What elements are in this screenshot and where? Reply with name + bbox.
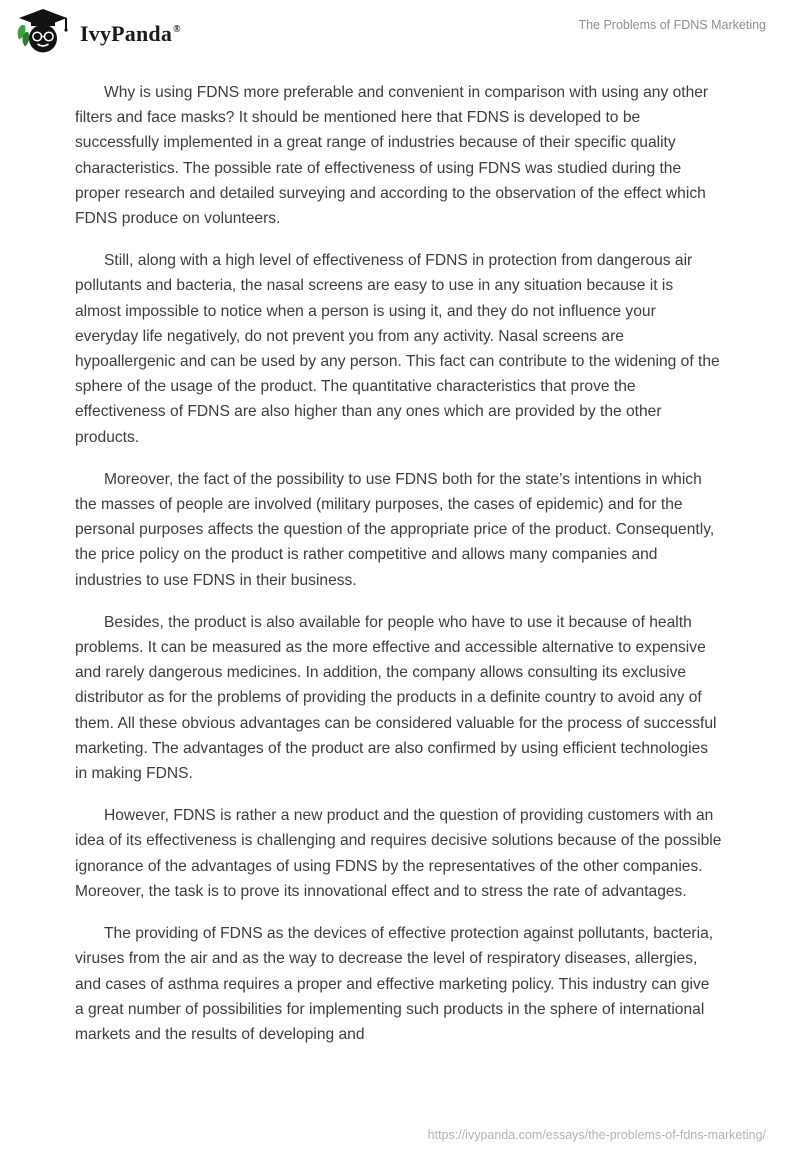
paragraph-2: Still, along with a high level of effectiveness of FDNS in protection from dangerous air pollutants and bacteria, the nasal screens are easy to use in any situation because it is almost impossible to notice when a person is using it, and they do not influence your everyday life negatively, do not prevent you from any activity. Nasal screens are hypoallergenic and can be used by any person. This fact can contribute to the widening of the sphere of the usage of the product. The quantitative characteristics that prove the effectiveness of FDNS are also higher than any ones which are provided by the other products. <box>75 252 720 446</box>
registered-mark: ® <box>173 24 181 36</box>
article-body <box>0 60 800 1047</box>
source-url: https://ivypanda.com/essays/the-problems-of-fdns-marketing/ <box>427 1128 766 1142</box>
paragraph-3: Moreover, the fact of the possibility to use FDNS both for the state’s intentions in which the masses of people are involved (military purposes, the cases of epidemic) and for the personal purposes affects the question of the appropriate price of the product. Consequently, the price policy on the product is rather competitive and allows many companies and industries to use FDNS in their business. <box>75 470 715 589</box>
paragraph-1: Why is using FDNS more preferable and convenient in comparison with using any other filters and face masks? It should be mentioned here that FDNS is developed to be successfully implemented in a great range of industries because of their specific quality characteristics. The possible rate of effectiveness of using FDNS was studied during the proper research and detailed surveying and according to the observation of the effect which FDNS produce on volunteers. <box>75 84 709 228</box>
page-header <box>0 0 800 60</box>
paragraph-4: Besides, the product is also available for people who have to use it because of health problems. It can be measured as the more effective and accessible alternative to expensive and rarely dangerous medicines. In addition, the company allows consulting its exclusive distributor as for the problems of providing the products in a definite country to avoid any of them. All these obvious advantages can be considered valuable for the process of successful marketing. The advantages of the product are also confirmed by using efficient technologies in making FDNS. <box>75 613 717 783</box>
document-title: The Problems of FDNS Marketing <box>578 18 766 32</box>
ivypanda-logo-icon <box>16 8 70 59</box>
brand-name: IvyPanda® <box>80 20 181 46</box>
paragraph-6: The providing of FDNS as the devices of effective protection against pollutants, bacteria, viruses from the air and as the way to decrease the level of respiratory diseases, allergies, and cases of asthma requires a proper and effective marketing policy. This industry can give a great number of possibilities for implementing such products in the sphere of international markets and the results of developing and <box>75 925 714 1043</box>
paragraph-5: However, FDNS is rather a new product and the question of providing customers with an idea of its effectiveness is challenging and requires decisive solutions because of the possible ignorance of the advantages of using FDNS by the representatives of the other companies. Moreover, the task is to prove its innovational effect and to stress the rate of advantages. <box>75 807 722 900</box>
brand-logo-group[interactable] <box>16 8 181 59</box>
